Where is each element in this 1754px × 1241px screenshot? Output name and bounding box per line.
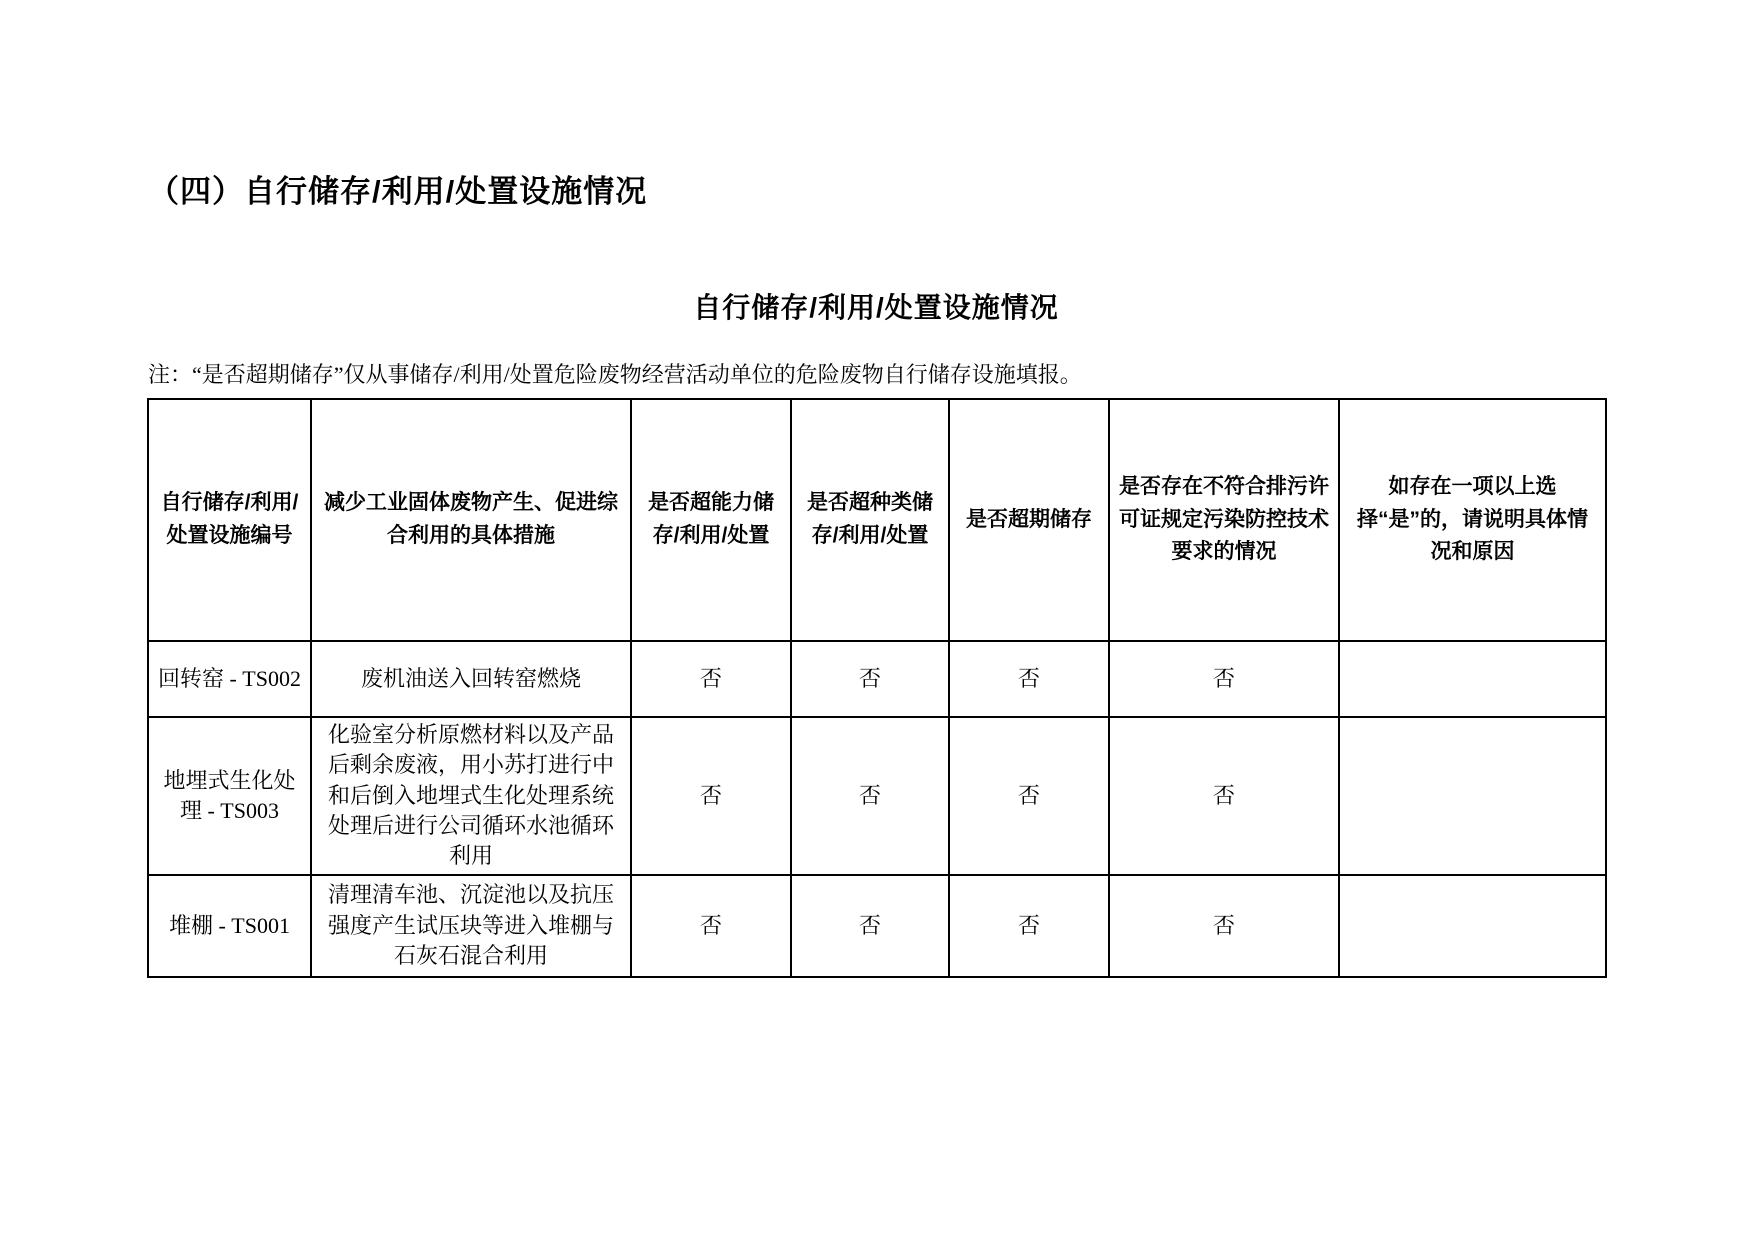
table-row (148, 875, 1606, 977)
table-row (148, 641, 1606, 717)
cell-facility-id: 地埋式生化处理 - TS003 (148, 717, 311, 875)
cell-reduction-measures: 化验室分析原燃材料以及产品后剩余废液，用小苏打进行中和后倒入地埋式生化处理系统处理后进行公司循环水池循环利用 (311, 717, 631, 875)
cell-non-compliance: 否 (1109, 875, 1339, 977)
cell-explanation (1339, 717, 1606, 875)
table-title: 自行储存/利用/处置设施情况 (693, 292, 1059, 323)
table-header-row (148, 399, 1606, 641)
header-overdue-storage: 是否超期储存 (949, 399, 1109, 641)
cell-over-category: 否 (791, 641, 949, 717)
cell-over-category: 否 (791, 875, 949, 977)
cell-overdue-storage: 否 (949, 875, 1109, 977)
cell-overdue-storage: 否 (949, 717, 1109, 875)
cell-reduction-measures: 废机油送入回转窑燃烧 (311, 641, 631, 717)
facility-status-table (147, 398, 1607, 978)
cell-overdue-storage: 否 (949, 641, 1109, 717)
cell-facility-id: 堆棚 - TS001 (148, 875, 311, 977)
table-note: 注：“是否超期储存”仅从事储存/利用/处置危险废物经营活动单位的危险废物自行储存设施填报。 (148, 362, 1082, 387)
cell-explanation (1339, 875, 1606, 977)
header-reduction-measures: 减少工业固体废物产生、促进综合利用的具体措施 (311, 399, 631, 641)
cell-non-compliance: 否 (1109, 641, 1339, 717)
table-row (148, 717, 1606, 875)
section-title: （四）自行储存/利用/处置设施情况 (148, 174, 648, 209)
header-over-category: 是否超种类储存/利用/处置 (791, 399, 949, 641)
header-facility-id: 自行储存/利用/处置设施编号 (148, 399, 311, 641)
header-explanation: 如存在一项以上选择“是”的，请说明具体情况和原因 (1339, 399, 1606, 641)
cell-explanation (1339, 641, 1606, 717)
cell-over-capacity: 否 (631, 875, 791, 977)
cell-over-category: 否 (791, 717, 949, 875)
header-over-capacity: 是否超能力储存/利用/处置 (631, 399, 791, 641)
cell-facility-id: 回转窑 - TS002 (148, 641, 311, 717)
cell-over-capacity: 否 (631, 717, 791, 875)
cell-over-capacity: 否 (631, 641, 791, 717)
header-non-compliance: 是否存在不符合排污许可证规定污染防控技术要求的情况 (1109, 399, 1339, 641)
cell-reduction-measures: 清理清车池、沉淀池以及抗压强度产生试压块等进入堆棚与石灰石混合利用 (311, 875, 631, 977)
cell-non-compliance: 否 (1109, 717, 1339, 875)
